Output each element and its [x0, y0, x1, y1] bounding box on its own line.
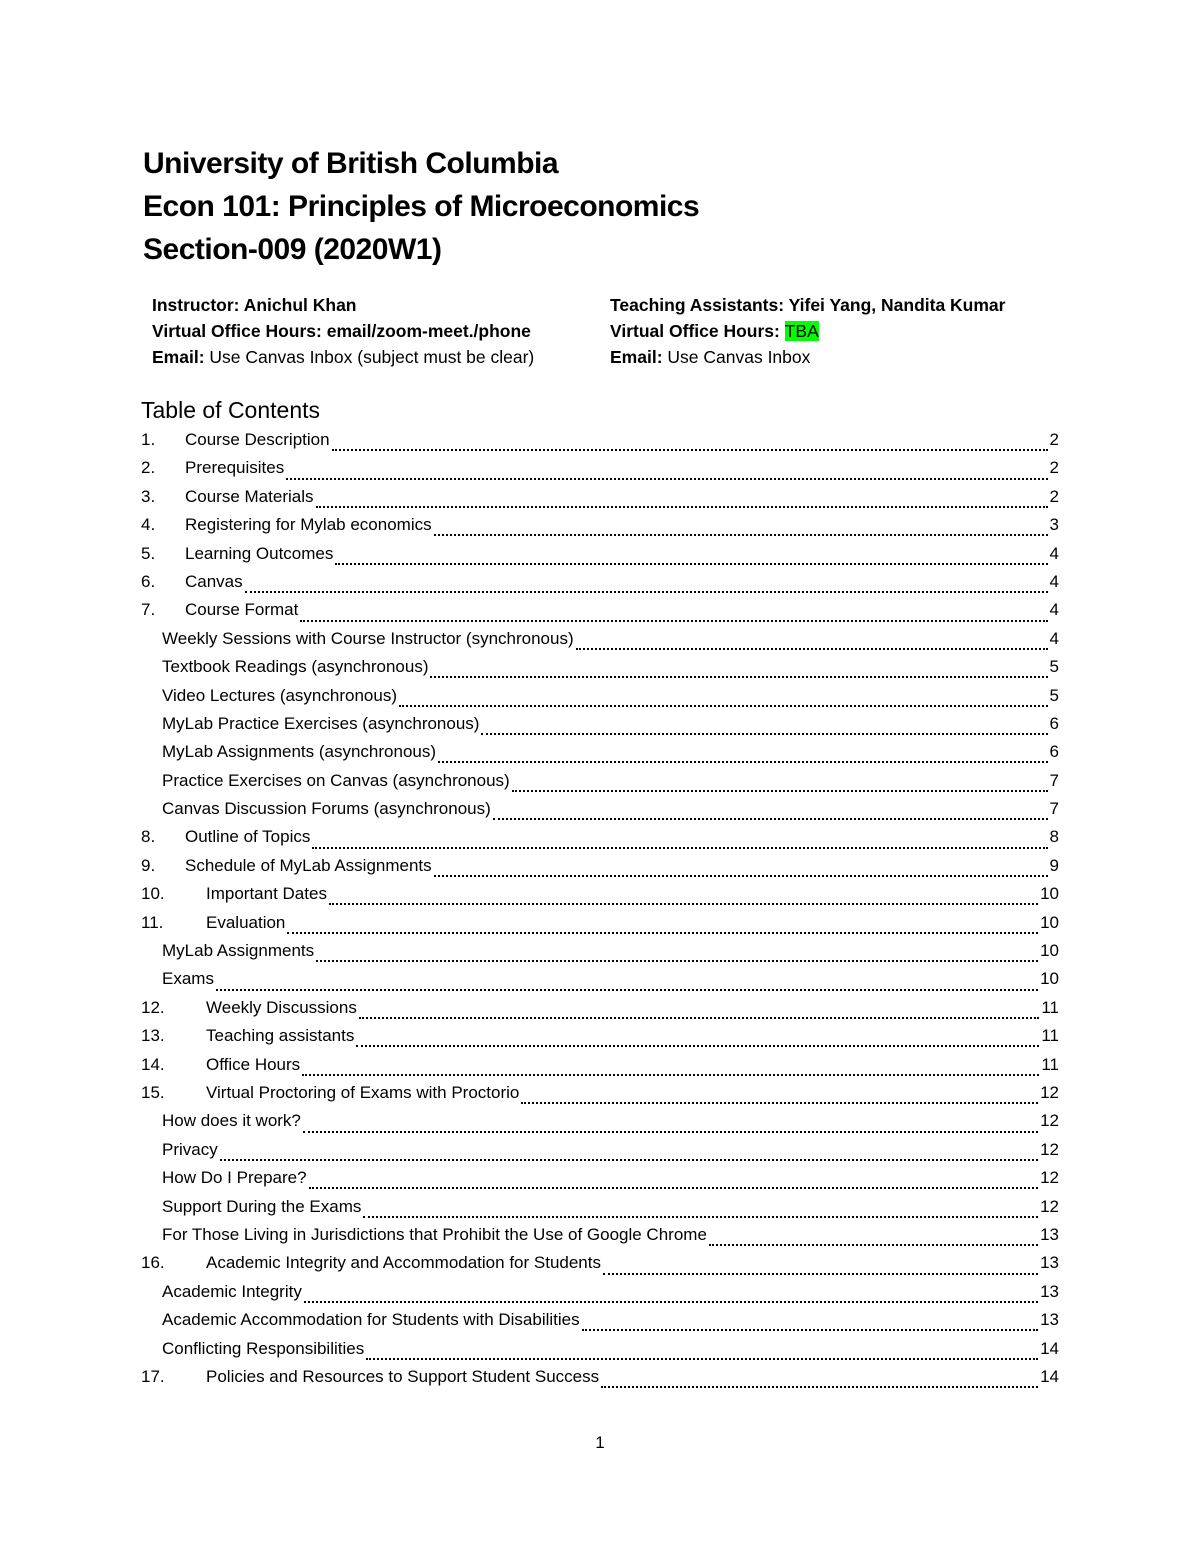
- toc-entry-number: 17.: [141, 1366, 165, 1386]
- toc-leader-dots: [493, 818, 1048, 820]
- toc-entry-page: 10: [1040, 969, 1059, 989]
- toc-entry-page: 2: [1049, 458, 1059, 478]
- toc-entry-page: 14: [1040, 1366, 1059, 1386]
- toc-entry-label: Support During the Exams: [162, 1196, 362, 1216]
- toc-entry-page: 9: [1049, 855, 1059, 875]
- toc-entry[interactable]: [141, 913, 1059, 941]
- instructor-name: Instructor: Anichul Khan: [152, 295, 357, 315]
- toc-entry[interactable]: [141, 771, 1059, 799]
- toc-leader-dots: [359, 1017, 1040, 1019]
- toc-leader-dots: [434, 875, 1048, 877]
- toc-entry-page: 12: [1040, 1168, 1059, 1188]
- toc-leader-dots: [300, 620, 1047, 622]
- toc-entry[interactable]: [141, 1140, 1059, 1168]
- toc-entry[interactable]: [141, 515, 1059, 543]
- toc-leader-dots: [304, 1301, 1038, 1303]
- page-number: 1: [595, 1433, 605, 1452]
- toc-entry-page: 13: [1040, 1253, 1059, 1273]
- toc-entry-page: 10: [1040, 912, 1059, 932]
- course-name: Econ 101: Principles of Microeconomics: [143, 190, 700, 223]
- toc-entry-number: 9.: [141, 855, 156, 875]
- toc-entry-page: 2: [1049, 430, 1059, 449]
- toc-entry-page: 12: [1040, 1196, 1059, 1216]
- toc-entry-page: 11: [1041, 997, 1059, 1017]
- toc-entry-page: 12: [1040, 1082, 1059, 1102]
- toc-entry-label: Exams: [162, 969, 214, 989]
- toc-entry-label: Virtual Proctoring of Exams with Proctorio: [206, 1082, 520, 1102]
- toc-leader-dots: [316, 506, 1048, 508]
- toc-entry[interactable]: [141, 998, 1059, 1026]
- toc-leader-dots: [286, 478, 1047, 480]
- toc-entry-label: Academic Integrity: [162, 1281, 302, 1301]
- section-name: Section-009 (2020W1): [143, 233, 442, 266]
- toc-leader-dots: [430, 676, 1047, 678]
- toc-leader-dots: [399, 705, 1048, 707]
- toc-entry-page: 4: [1049, 571, 1059, 591]
- toc-entry-label: Prerequisites: [185, 458, 285, 478]
- toc-entry-page: 10: [1040, 941, 1059, 961]
- toc-entry-label: How does it work?: [162, 1111, 301, 1131]
- instructor-info: [152, 292, 534, 370]
- ta-email-value: Use Canvas Inbox: [662, 347, 811, 367]
- toc-entry-label: Policies and Resources to Support Student Success: [206, 1366, 600, 1386]
- toc-entry-label: How Do I Prepare?: [162, 1168, 307, 1188]
- toc-entry-label: For Those Living in Jurisdictions that Prohibit the Use of Google Chrome: [162, 1224, 707, 1244]
- toc-entry-number: 14.: [141, 1054, 165, 1074]
- toc-entry[interactable]: [141, 1367, 1059, 1395]
- toc-entry-page: 11: [1041, 1054, 1059, 1074]
- toc-entry[interactable]: [141, 1282, 1059, 1310]
- toc-entry[interactable]: [141, 742, 1059, 770]
- toc-entry[interactable]: [141, 1339, 1059, 1367]
- toc-entry-page: 10: [1040, 884, 1059, 904]
- toc-entry[interactable]: [141, 430, 1059, 458]
- toc-leader-dots: [220, 1159, 1038, 1161]
- ta-email-label: Email:: [610, 347, 663, 367]
- toc-entry-number: 7.: [141, 600, 156, 620]
- toc-entry-label: Video Lectures (asynchronous): [162, 685, 397, 705]
- toc-entry[interactable]: [141, 1310, 1059, 1338]
- toc-leader-dots: [356, 1045, 1039, 1047]
- toc-entry-page: 11: [1041, 1026, 1059, 1046]
- toc-entry-label: Textbook Readings (asynchronous): [162, 657, 429, 677]
- toc-leader-dots: [366, 1358, 1038, 1360]
- toc-entry[interactable]: [141, 856, 1059, 884]
- toc-entry[interactable]: [141, 572, 1059, 600]
- toc-entry[interactable]: [141, 1168, 1059, 1196]
- toc-entry-page: 6: [1049, 742, 1059, 762]
- toc-leader-dots: [576, 648, 1048, 650]
- toc-entry-label: Learning Outcomes: [185, 543, 334, 563]
- toc-entry-number: 1.: [141, 430, 156, 449]
- toc-entry-number: 4.: [141, 515, 156, 535]
- toc-leader-dots: [216, 989, 1038, 991]
- toc-entry-page: 13: [1040, 1224, 1059, 1244]
- toc-entry[interactable]: [141, 884, 1059, 912]
- toc-entry-page: 3: [1049, 515, 1059, 535]
- toc-entry-number: 10.: [141, 884, 165, 904]
- toc-entry-label: Weekly Discussions: [206, 997, 357, 1017]
- toc-entry-label: Canvas: [185, 571, 243, 591]
- toc-entry-page: 7: [1049, 770, 1059, 790]
- toc-entry-label: Academic Accommodation for Students with Disabilities: [162, 1310, 580, 1330]
- toc-entry-label: Academic Integrity and Accommodation for Students: [206, 1253, 601, 1273]
- table-of-contents: [141, 430, 1059, 1395]
- toc-entry-number: 12.: [141, 997, 165, 1017]
- toc-entry-page: 13: [1040, 1310, 1059, 1330]
- toc-entry-number: 5.: [141, 543, 156, 563]
- toc-entry[interactable]: [141, 1197, 1059, 1225]
- toc-leader-dots: [309, 1187, 1039, 1189]
- toc-entry-page: 2: [1049, 486, 1059, 506]
- toc-entry-label: Important Dates: [206, 884, 327, 904]
- toc-leader-dots: [434, 534, 1048, 536]
- toc-entry-label: Practice Exercises on Canvas (asynchronous): [162, 770, 510, 790]
- toc-entry-label: Course Description: [185, 430, 330, 449]
- toc-entry[interactable]: [141, 799, 1059, 827]
- toc-entry[interactable]: [141, 1253, 1059, 1281]
- toc-leader-dots: [312, 847, 1047, 849]
- toc-entry-page: 12: [1040, 1139, 1059, 1159]
- ta-office-hours-value: TBA: [784, 321, 819, 341]
- university-name: University of British Columbia: [143, 147, 559, 180]
- toc-entry-number: 6.: [141, 571, 156, 591]
- instructor-email: [152, 344, 534, 370]
- toc-entry[interactable]: [141, 827, 1059, 855]
- toc-entry[interactable]: [141, 1055, 1059, 1083]
- toc-entry[interactable]: [141, 1026, 1059, 1054]
- toc-entry[interactable]: [141, 1225, 1059, 1253]
- toc-entry-page: 14: [1040, 1338, 1059, 1358]
- toc-entry[interactable]: [141, 458, 1059, 486]
- toc-entry-page: 5: [1049, 657, 1059, 677]
- toc-entry-page: 12: [1040, 1111, 1059, 1131]
- toc-entry-label: Schedule of MyLab Assignments: [185, 855, 432, 875]
- instructor-email-label: Email:: [152, 347, 205, 367]
- toc-leader-dots: [245, 591, 1048, 593]
- toc-leader-dots: [481, 733, 1047, 735]
- toc-entry-label: MyLab Assignments: [162, 941, 315, 961]
- toc-leader-dots: [302, 1074, 1039, 1076]
- toc-entry-label: Course Materials: [185, 486, 314, 506]
- ta-office-hours: [610, 318, 1005, 344]
- toc-entry-label: Evaluation: [206, 912, 286, 932]
- toc-entry-label: MyLab Assignments (asynchronous): [162, 742, 437, 762]
- toc-entry[interactable]: [141, 714, 1059, 742]
- toc-leader-dots: [363, 1216, 1038, 1218]
- toc-entry-label: Registering for Mylab economics: [185, 515, 432, 535]
- toc-entry-page: 4: [1049, 543, 1059, 563]
- toc-entry-label: Canvas Discussion Forums (asynchronous): [162, 799, 491, 819]
- toc-leader-dots: [329, 903, 1038, 905]
- toc-entry-label: Office Hours: [206, 1054, 301, 1074]
- toc-entry-number: 8.: [141, 827, 156, 847]
- toc-entry-page: 4: [1049, 628, 1059, 648]
- toc-entry[interactable]: [141, 544, 1059, 572]
- toc-entry[interactable]: [141, 1083, 1059, 1111]
- toc-leader-dots: [512, 790, 1048, 792]
- toc-leader-dots: [287, 932, 1038, 934]
- toc-entry-label: Teaching assistants: [206, 1026, 355, 1046]
- toc-entry[interactable]: [141, 657, 1059, 685]
- toc-entry-label: Weekly Sessions with Course Instructor (synchronous): [162, 628, 574, 648]
- toc-entry-page: 6: [1049, 713, 1059, 733]
- toc-entry-number: 3.: [141, 486, 156, 506]
- toc-entry[interactable]: [141, 969, 1059, 997]
- toc-entry-page: 8: [1049, 827, 1059, 847]
- toc-leader-dots: [601, 1386, 1038, 1388]
- ta-email: [610, 344, 1005, 370]
- toc-entry-page: 7: [1049, 799, 1059, 819]
- toc-entry-number: 11.: [141, 912, 164, 932]
- toc-entry-number: 15.: [141, 1082, 165, 1102]
- ta-info: [610, 292, 1005, 370]
- toc-entry-label: Privacy: [162, 1139, 218, 1159]
- toc-leader-dots: [582, 1329, 1038, 1331]
- toc-entry[interactable]: [141, 629, 1059, 657]
- toc-leader-dots: [332, 449, 1048, 451]
- ta-names: Teaching Assistants: Yifei Yang, Nandita Kumar: [610, 295, 1006, 315]
- toc-entry-label: Course Format: [185, 600, 299, 620]
- toc-entry[interactable]: [141, 686, 1059, 714]
- toc-entry-page: 4: [1049, 600, 1059, 620]
- toc-leader-dots: [316, 960, 1038, 962]
- toc-heading: Table of Contents: [141, 397, 321, 423]
- instructor-office-hours: Virtual Office Hours: email/zoom-meet./phone: [152, 321, 531, 341]
- toc-leader-dots: [603, 1273, 1038, 1275]
- toc-entry[interactable]: [141, 487, 1059, 515]
- toc-leader-dots: [709, 1244, 1038, 1246]
- toc-entry-number: 13.: [141, 1026, 165, 1046]
- toc-entry-number: 16.: [141, 1253, 165, 1273]
- toc-leader-dots: [521, 1102, 1038, 1104]
- toc-entry[interactable]: [141, 941, 1059, 969]
- toc-entry[interactable]: [141, 600, 1059, 628]
- toc-leader-dots: [335, 563, 1047, 565]
- toc-entry-label: Conflicting Responsibilities: [162, 1338, 365, 1358]
- toc-entry[interactable]: [141, 1111, 1059, 1139]
- instructor-email-value: Use Canvas Inbox (subject must be clear): [204, 347, 535, 367]
- toc-leader-dots: [438, 761, 1048, 763]
- toc-entry-page: 13: [1040, 1281, 1059, 1301]
- toc-entry-label: Outline of Topics: [185, 827, 311, 847]
- toc-entry-number: 2.: [141, 458, 156, 478]
- ta-office-hours-label: Virtual Office Hours:: [610, 321, 785, 341]
- toc-entry-page: 5: [1049, 685, 1059, 705]
- toc-leader-dots: [303, 1131, 1038, 1133]
- toc-entry-label: MyLab Practice Exercises (asynchronous): [162, 713, 480, 733]
- document-title: [143, 142, 699, 271]
